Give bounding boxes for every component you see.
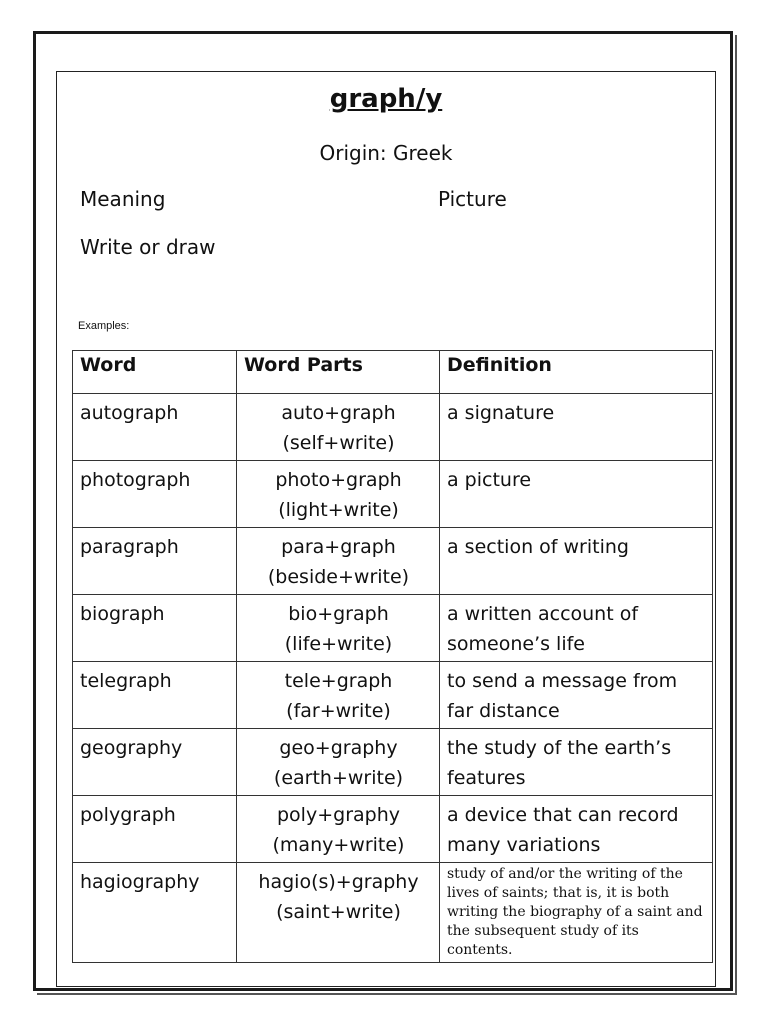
origin-text: Origin: Greek	[319, 141, 453, 165]
word-parts: tele+graph	[284, 670, 393, 692]
definition-cell: a signature	[440, 394, 713, 461]
word-parts-cell	[237, 863, 440, 963]
word-parts-cell	[237, 662, 440, 729]
definition-cell: the study of the earth’s features	[440, 729, 713, 796]
definition-cell: study of and/or the writing of the lives of saints; that is, it is both writing the biography of a saint and the subsequent study of its contents.	[440, 863, 713, 963]
word-parts-cell	[237, 729, 440, 796]
word-parts-gloss: (many+write)	[272, 834, 405, 856]
word-parts-gloss: (beside+write)	[267, 566, 410, 588]
word-cell: hagiography	[73, 863, 237, 963]
word-parts-gloss: (light+write)	[278, 499, 399, 521]
table-row	[73, 595, 713, 662]
word-parts: auto+graph	[281, 402, 396, 424]
word-cell: polygraph	[73, 796, 237, 863]
definition-cell: a section of writing	[440, 528, 713, 595]
word-parts-cell	[237, 796, 440, 863]
header-word: Word	[73, 351, 237, 394]
word-parts-gloss: (self+write)	[282, 432, 395, 454]
word-parts: poly+graphy	[277, 804, 400, 826]
word-parts-gloss: (saint+write)	[276, 901, 401, 923]
word-cell: geography	[73, 729, 237, 796]
table-row	[73, 394, 713, 461]
definition-cell: to send a message from far distance	[440, 662, 713, 729]
definition-cell: a picture	[440, 461, 713, 528]
table-row	[73, 662, 713, 729]
word-parts-cell	[237, 394, 440, 461]
word-parts-cell	[237, 461, 440, 528]
word-parts: bio+graph	[288, 603, 389, 625]
picture-label: Picture	[438, 187, 507, 211]
header-word-parts: Word Parts	[237, 351, 440, 394]
table-row	[73, 796, 713, 863]
worksheet-title: graph/y	[329, 84, 443, 114]
word-parts: geo+graphy	[279, 737, 398, 759]
word-parts-gloss: (life+write)	[284, 633, 393, 655]
word-parts-cell	[237, 595, 440, 662]
word-parts: photo+graph	[275, 469, 402, 491]
table-header-row	[73, 351, 713, 394]
definition-cell: a device that can record many variations	[440, 796, 713, 863]
table-row	[73, 528, 713, 595]
table-row	[73, 461, 713, 528]
word-parts: hagio(s)+graphy	[258, 871, 419, 893]
word-cell: paragraph	[73, 528, 237, 595]
meaning-label: Meaning	[80, 187, 166, 211]
word-parts-gloss: (far+write)	[286, 700, 391, 722]
examples-label: Examples:	[78, 320, 130, 332]
table-row	[73, 863, 713, 963]
write-or-draw-label: Write or draw	[80, 235, 216, 259]
word-parts-gloss: (earth+write)	[273, 767, 404, 789]
word-cell: telegraph	[73, 662, 237, 729]
word-parts: para+graph	[281, 536, 396, 558]
definition-cell: a written account of someone’s life	[440, 595, 713, 662]
word-cell: autograph	[73, 394, 237, 461]
word-cell: biograph	[73, 595, 237, 662]
examples-table	[72, 350, 713, 963]
table-row	[73, 729, 713, 796]
word-parts-cell	[237, 528, 440, 595]
word-cell: photograph	[73, 461, 237, 528]
header-definition: Definition	[440, 351, 713, 394]
